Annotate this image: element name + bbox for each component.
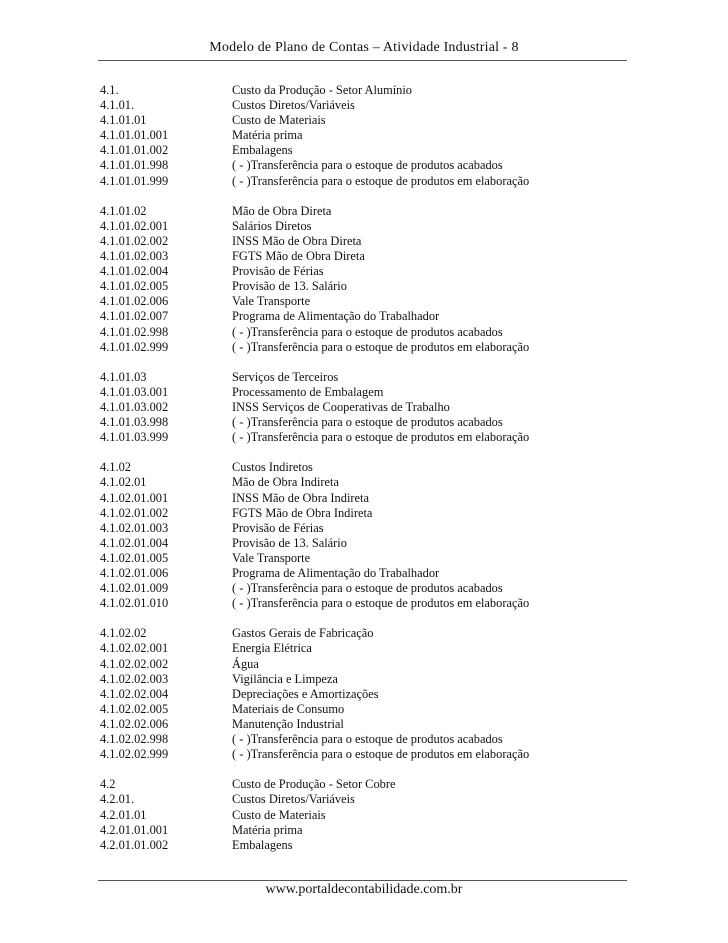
account-code: 4.1.01.01 (100, 113, 147, 128)
account-row (100, 234, 627, 249)
account-description: FGTS Mão de Obra Indireta (232, 505, 373, 520)
account-code: 4.1.01.02 (100, 203, 147, 218)
account-description: Vigilância e Limpeza (232, 671, 338, 686)
account-code: 4.1.01.03.999 (100, 430, 169, 445)
account-description: ( - )Transferência para o estoque de produtos em elaboração (232, 596, 530, 611)
account-row (100, 808, 627, 823)
account-code: 4.2.01. (100, 792, 135, 807)
account-row (100, 385, 627, 400)
account-row (100, 249, 627, 264)
account-code: 4.2.01.01.001 (100, 822, 169, 837)
account-row (100, 626, 627, 641)
account-code: 4.1.01.01.002 (100, 143, 169, 158)
account-description: Matéria prima (232, 822, 303, 837)
account-row (100, 491, 627, 506)
account-code: 4.1.01.02.998 (100, 324, 169, 339)
account-row (100, 128, 627, 143)
header-divider (98, 60, 627, 61)
footer-website: www.portaldecontabilidade.com.br (265, 882, 463, 897)
account-description: INSS Serviços de Cooperativas de Trabalho (232, 399, 450, 414)
account-code: 4.2.01.01.002 (100, 837, 169, 852)
account-description: Vale Transporte (232, 550, 311, 565)
account-row (100, 400, 627, 415)
account-description: ( - )Transferência para o estoque de produtos acabados (232, 415, 503, 430)
account-row (100, 596, 627, 611)
account-code: 4.1.01.02.006 (100, 294, 169, 309)
account-row (100, 475, 627, 490)
account-code: 4.1.01.02.007 (100, 309, 169, 324)
account-row (100, 204, 627, 219)
account-row (100, 551, 627, 566)
account-code: 4.1.01.02.002 (100, 233, 169, 248)
account-code: 4.1.01.03.002 (100, 399, 169, 414)
account-row (100, 325, 627, 340)
account-description: Programa de Alimentação do Trabalhador (232, 566, 440, 580)
account-code: 4.1.02.02.004 (100, 686, 169, 701)
account-row (100, 777, 627, 792)
account-row (100, 672, 627, 687)
account-code: 4.2.01.01 (100, 807, 147, 822)
account-row (100, 838, 627, 853)
account-code: 4.1.02.01.009 (100, 581, 169, 596)
account-description: Água (232, 656, 259, 671)
account-description: ( - )Transferência para o estoque de produtos em elaboração (232, 339, 530, 354)
account-description: ( - )Transferência para o estoque de produtos acabados (232, 732, 503, 747)
account-description: Vale Transporte (232, 294, 311, 309)
account-description: Custo de Materiais (232, 113, 326, 128)
group-spacer (100, 445, 627, 460)
account-code: 4.1.02.02.001 (100, 641, 169, 656)
account-description: ( - )Transferência para o estoque de produtos acabados (232, 324, 503, 339)
account-description: Processamento de Embalagem (232, 384, 384, 399)
account-row (100, 174, 627, 189)
account-description: Embalagens (232, 143, 293, 158)
group-spacer (100, 355, 627, 370)
account-row (100, 521, 627, 536)
account-row (100, 566, 627, 581)
account-code: 4.1.02.01 (100, 475, 147, 490)
account-row (100, 641, 627, 656)
account-code: 4.1.02.02.006 (100, 716, 169, 731)
account-description: ( - )Transferência para o estoque de produtos acabados (232, 158, 503, 173)
account-description: Serviços de Terceiros (232, 369, 339, 384)
account-row (100, 732, 627, 747)
account-code: 4.1.02.01.004 (100, 535, 169, 550)
account-row (100, 370, 627, 385)
account-code: 4.1.01. (100, 98, 135, 113)
account-description: Mão de Obra Direta (232, 203, 332, 218)
account-row (100, 143, 627, 158)
account-code: 4.1.02.02.005 (100, 701, 169, 716)
account-code: 4.1.02.02.999 (100, 747, 169, 762)
group-spacer (100, 189, 627, 204)
account-row (100, 294, 627, 309)
account-row (100, 98, 627, 113)
account-description: Custos Diretos/Variáveis (232, 792, 355, 807)
footer-divider (98, 880, 627, 881)
account-description: FGTS Mão de Obra Direta (232, 249, 365, 264)
account-row (100, 83, 627, 98)
account-row (100, 460, 627, 475)
account-row (100, 536, 627, 551)
account-description: Salários Diretos (232, 218, 312, 233)
account-description: Custos Diretos/Variáveis (232, 98, 355, 113)
account-description: Gastos Gerais de Fabricação (232, 626, 374, 641)
account-code: 4.1.02.02 (100, 626, 147, 641)
account-row (100, 430, 627, 445)
account-row (100, 717, 627, 732)
account-code: 4.1.02.02.002 (100, 656, 169, 671)
account-description: INSS Mão de Obra Direta (232, 233, 362, 248)
account-code: 4.1.02.01.005 (100, 550, 169, 565)
account-code: 4.1.02.01.010 (100, 596, 169, 611)
account-description: Embalagens (232, 837, 293, 852)
page-title: Modelo de Plano de Contas – Atividade Industrial - 8 (209, 40, 519, 55)
account-code: 4.1.01.02.004 (100, 264, 169, 279)
account-code: 4.1.02.01.002 (100, 505, 169, 520)
account-description: Mão de Obra Indireta (232, 475, 339, 490)
account-code: 4.1.02.01.003 (100, 520, 169, 535)
account-row (100, 823, 627, 838)
account-description: ( - )Transferência para o estoque de produtos acabados (232, 581, 503, 596)
account-code: 4.1.02.01.001 (100, 490, 169, 505)
account-code: 4.1.02 (100, 460, 131, 475)
account-row (100, 309, 627, 324)
account-code: 4.1.01.02.003 (100, 249, 169, 264)
account-description: INSS Mão de Obra Indireta (232, 490, 369, 505)
account-code: 4.1.01.03.998 (100, 415, 169, 430)
group-spacer (100, 762, 627, 777)
account-code: 4.1. (100, 83, 119, 97)
account-row (100, 219, 627, 234)
chart-of-accounts (100, 83, 627, 853)
account-code: 4.1.02.02.003 (100, 671, 169, 686)
account-description: Custo de Materiais (232, 807, 326, 822)
account-description: Manutenção Industrial (232, 716, 344, 731)
account-description: Custo de Produção - Setor Cobre (232, 777, 396, 792)
account-description: Provisão de 13. Salário (232, 535, 347, 550)
account-row (100, 792, 627, 807)
account-description: Custos Indiretos (232, 460, 313, 475)
account-description: ( - )Transferência para o estoque de produtos em elaboração (232, 747, 530, 762)
account-description: Provisão de Férias (232, 520, 324, 535)
account-code: 4.1.02.01.006 (100, 566, 169, 580)
account-row (100, 340, 627, 355)
account-code: 4.2 (100, 777, 116, 792)
account-code: 4.1.01.03 (100, 369, 147, 384)
group-spacer (100, 611, 627, 626)
account-description: ( - )Transferência para o estoque de produtos em elaboração (232, 173, 530, 188)
account-row (100, 657, 627, 672)
account-description: Provisão de 13. Salário (232, 279, 347, 294)
account-code: 4.1.02.02.998 (100, 732, 169, 747)
account-code: 4.1.01.02.005 (100, 279, 169, 294)
account-row (100, 687, 627, 702)
account-row (100, 581, 627, 596)
account-row (100, 702, 627, 717)
account-row (100, 747, 627, 762)
account-description: Custo da Produção - Setor Alumínio (232, 83, 412, 97)
account-row (100, 279, 627, 294)
account-code: 4.1.01.01.998 (100, 158, 169, 173)
account-description: Materiais de Consumo (232, 701, 345, 716)
account-code: 4.1.01.02.001 (100, 218, 169, 233)
account-row (100, 264, 627, 279)
account-description: ( - )Transferência para o estoque de produtos em elaboração (232, 430, 530, 445)
account-description: Depreciações e Amortizações (232, 686, 379, 701)
account-row (100, 506, 627, 521)
account-description: Provisão de Férias (232, 264, 324, 279)
account-row (100, 113, 627, 128)
account-row (100, 415, 627, 430)
account-code: 4.1.01.03.001 (100, 384, 169, 399)
account-code: 4.1.01.01.001 (100, 128, 169, 143)
account-code: 4.1.01.01.999 (100, 173, 169, 188)
account-description: Matéria prima (232, 128, 303, 143)
account-description: Programa de Alimentação do Trabalhador (232, 309, 440, 324)
account-row (100, 158, 627, 173)
account-description: Energia Elétrica (232, 641, 312, 656)
account-code: 4.1.01.02.999 (100, 339, 169, 354)
